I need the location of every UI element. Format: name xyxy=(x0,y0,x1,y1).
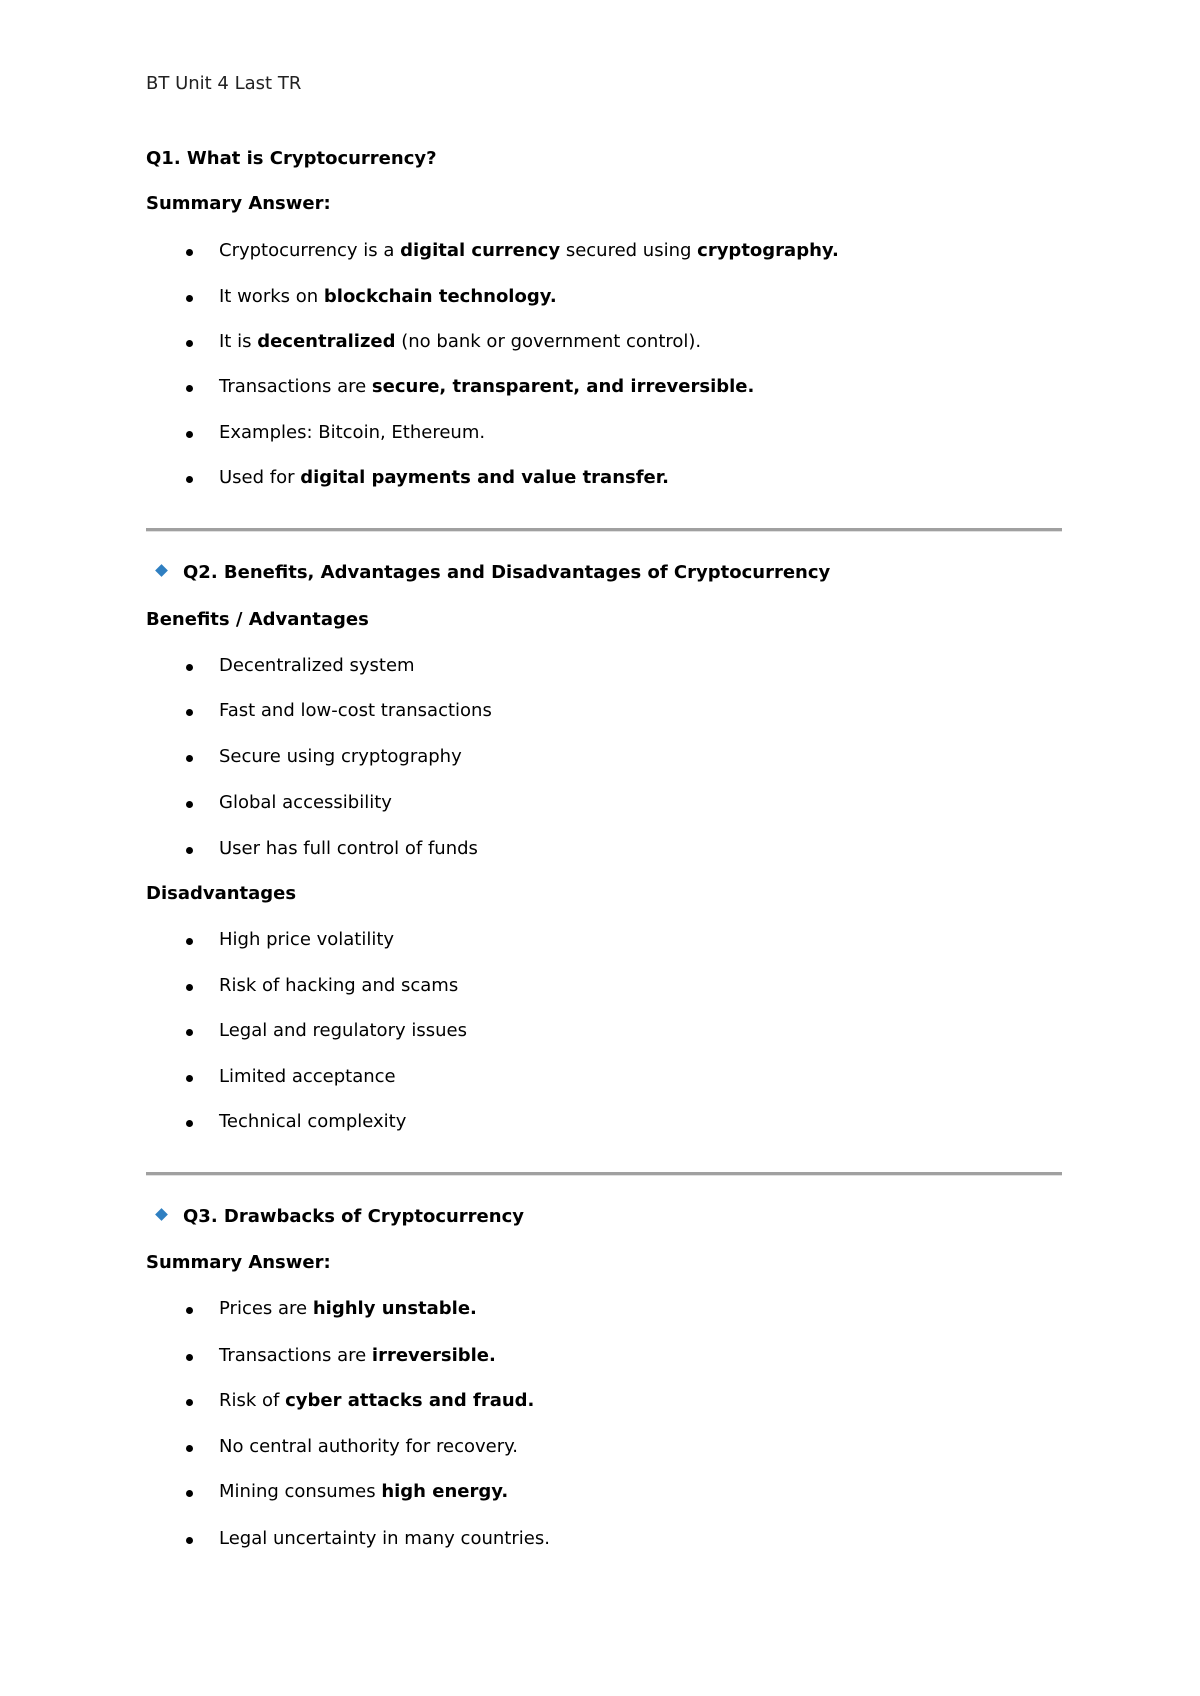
list-item: Transactions are secure, transparent, and irreversible. xyxy=(219,376,755,397)
bullet xyxy=(186,709,193,716)
bullet xyxy=(186,1075,193,1082)
bullet xyxy=(186,1354,193,1361)
list-item: User has full control of funds xyxy=(219,838,478,859)
benefits-heading: Benefits / Advantages xyxy=(146,609,369,630)
list-item: Limited acceptance xyxy=(219,1066,396,1087)
list-item: Mining consumes high energy. xyxy=(219,1481,509,1502)
list-item: Fast and low-cost transactions xyxy=(219,700,492,721)
bullet xyxy=(186,1120,193,1127)
bullet xyxy=(186,1029,193,1036)
diamond-icon xyxy=(155,1208,168,1221)
list-item: Risk of cyber attacks and fraud. xyxy=(219,1390,535,1411)
list-item: Technical complexity xyxy=(219,1111,407,1132)
bullet xyxy=(186,385,193,392)
bullet xyxy=(186,431,193,438)
bullet xyxy=(186,755,193,762)
bullet xyxy=(186,984,193,991)
bullet xyxy=(186,476,193,483)
bullet xyxy=(186,1445,193,1452)
page-header: BT Unit 4 Last TR xyxy=(146,73,302,94)
section-divider xyxy=(146,1172,1062,1176)
bullet xyxy=(186,1537,193,1544)
list-item: Global accessibility xyxy=(219,792,392,813)
list-item: Decentralized system xyxy=(219,655,415,676)
list-item: Transactions are irreversible. xyxy=(219,1345,496,1366)
list-item: Legal uncertainty in many countries. xyxy=(219,1528,550,1549)
list-item: It works on blockchain technology. xyxy=(219,286,557,307)
bullet xyxy=(186,938,193,945)
list-item: Prices are highly unstable. xyxy=(219,1298,477,1319)
q3-subtitle: Summary Answer: xyxy=(146,1252,331,1273)
diamond-icon xyxy=(155,564,168,577)
bullet xyxy=(186,1490,193,1497)
list-item: No central authority for recovery. xyxy=(219,1436,518,1457)
bullet xyxy=(186,340,193,347)
bullet xyxy=(186,249,193,256)
list-item: It is decentralized (no bank or government control). xyxy=(219,331,702,352)
list-item: Used for digital payments and value transfer. xyxy=(219,467,669,488)
list-item: Examples: Bitcoin, Ethereum. xyxy=(219,422,486,443)
bullet xyxy=(186,664,193,671)
section-divider xyxy=(146,528,1062,532)
list-item: Risk of hacking and scams xyxy=(219,975,459,996)
bullet xyxy=(186,1307,193,1314)
bullet xyxy=(186,801,193,808)
q1-title: Q1. What is Cryptocurrency? xyxy=(146,148,437,169)
bullet xyxy=(186,847,193,854)
list-item: High price volatility xyxy=(219,929,395,950)
bullet xyxy=(186,1399,193,1406)
q3-title: Q3. Drawbacks of Cryptocurrency xyxy=(183,1206,524,1227)
list-item: Legal and regulatory issues xyxy=(219,1020,467,1041)
list-item: Cryptocurrency is a digital currency secured using cryptography. xyxy=(219,240,839,261)
disadvantages-heading: Disadvantages xyxy=(146,883,297,904)
list-item: Secure using cryptography xyxy=(219,746,462,767)
q2-title: Q2. Benefits, Advantages and Disadvantages of Cryptocurrency xyxy=(183,562,831,583)
bullet xyxy=(186,295,193,302)
q1-subtitle: Summary Answer: xyxy=(146,193,331,214)
